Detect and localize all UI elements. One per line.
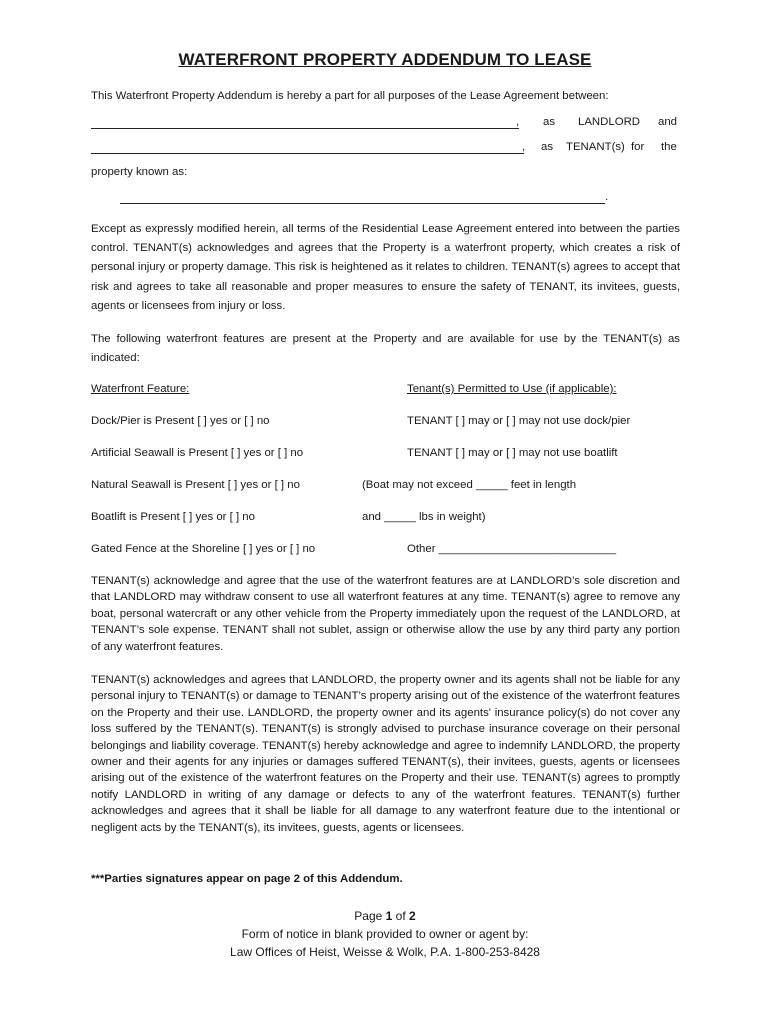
document-title: WATERFRONT PROPERTY ADDENDUM TO LEASE xyxy=(178,50,592,69)
property-address-line[interactable] xyxy=(120,203,605,204)
form-notice: Form of notice in blank provided to owner or agent by: xyxy=(241,927,529,941)
feature-natural-seawall[interactable]: Natural Seawall is Present [ ] yes or [ ] no xyxy=(91,479,300,491)
page-of: of xyxy=(392,909,410,923)
paragraph-features-intro: The following waterfront features are present at the Property and are available for use by the TENANT(s) as indicated: xyxy=(91,333,680,364)
paragraph-terms: Except as expressly modified herein, all terms of the Residential Lease Agreement entered into between the parties control. TENANT(s) acknowledges and agrees that the Property is a waterfront property, which creates a risk of personal injury or property damage. This risk is heightened as it relates to children. TENANT(s) agrees to accept that risk and agrees to take all reasonable and proper measures to ensure the safety of TENANT, its invitees, guests, agents or licensees from injury or loss. xyxy=(91,223,680,312)
period: . xyxy=(605,191,609,203)
signature-note: ***Parties signatures appear on page 2 of this Addendum. xyxy=(91,873,403,885)
landlord-as: as xyxy=(543,116,556,128)
paragraph-discretion: TENANT(s) acknowledge and agree that the use of the waterfront features are at LANDLORD’s sole discretion and that LANDLORD may withdraw consent to use all waterfront features at any time. TENANT(s) agree to remove any boat, personal watercraft or any other vehicle from the Property immediately upon the request of the LANDLORD, at TENANT’s sole expense. TENANT shall not sublet, assign or otherwise allow the use by any third party any portion of any waterfront features. xyxy=(91,575,680,653)
boat-length-limit[interactable]: (Boat may not exceed _____ feet in length xyxy=(362,479,577,491)
page-current: 1 xyxy=(385,909,393,923)
paragraph-liability: TENANT(s) acknowledges and agrees that LANDLORD, the property owner and its agents shall not be liable for any personal injury to TENANT(s) or damage to TENANT’s property arising out of the existence of the waterfront features on the Property and their use. LANDLORD, the property owner and its agents' insurance policy(s) do not cover any loss suffered by the TENANT(s). TENANT(s) is strongly advised to purchase insurance coverage on their personal belongings and liability coverage. TENANT(s) hereby acknowledge and agree to indemnify LANDLORD, the property owner and their agents for any injuries or damages suffered TENANT(s), their invitees, guests, agents or licensees arising out of the existence of the waterfront features on the Property and their use. TENANT(s) agrees to promptly notify LANDLORD in writing of any damage or defects to any of the waterfront features. TENANT(s) further acknowledges and agrees that it shall be liable for all damage to any waterfront feature due to the intentional or negligent acts by the TENANT(s), its invitees, guests, agents or licensees. xyxy=(91,674,680,834)
comma: , xyxy=(522,141,526,153)
tenant-name-line[interactable] xyxy=(91,153,524,154)
other-feature[interactable]: Other ____________________________ xyxy=(407,543,617,555)
comma: , xyxy=(516,116,520,128)
feature-header: Waterfront Feature: xyxy=(91,383,190,395)
tenant-role: TENANT(s) xyxy=(566,141,625,153)
landlord-name-line[interactable] xyxy=(91,128,519,129)
feature-gated-fence[interactable]: Gated Fence at the Shoreline [ ] yes or [ ] no xyxy=(91,543,316,555)
permit-boatlift[interactable]: TENANT [ ] may or [ ] may not use boatlift xyxy=(407,447,618,459)
feature-boatlift[interactable]: Boatlift is Present [ ] yes or [ ] no xyxy=(91,511,255,523)
tenant-for: for xyxy=(631,141,645,153)
feature-artificial-seawall[interactable]: Artificial Seawall is Present [ ] yes or [ ] no xyxy=(91,447,304,459)
permitted-header: Tenant(s) Permitted to Use (if applicable): xyxy=(407,383,617,395)
permit-dock[interactable]: TENANT [ ] may or [ ] may not use dock/pier xyxy=(407,415,631,427)
law-office: Law Offices of Heist, Weisse & Wolk, P.A. 1-800-253-8428 xyxy=(230,945,540,959)
page-prefix: Page xyxy=(354,909,386,923)
tenant-the: the xyxy=(661,141,677,153)
page-total: 2 xyxy=(409,909,416,923)
property-known-label: property known as: xyxy=(91,166,188,178)
page-number xyxy=(0,909,770,923)
tenant-as: as xyxy=(541,141,554,153)
landlord-and: and xyxy=(658,116,678,128)
landlord-role: LANDLORD xyxy=(578,116,641,128)
intro-text: This Waterfront Property Addendum is hereby a part for all purposes of the Lease Agreement between: xyxy=(91,90,609,102)
boat-weight-limit[interactable]: and _____ lbs in weight) xyxy=(362,511,486,523)
feature-dock[interactable]: Dock/Pier is Present [ ] yes or [ ] no xyxy=(91,415,270,427)
